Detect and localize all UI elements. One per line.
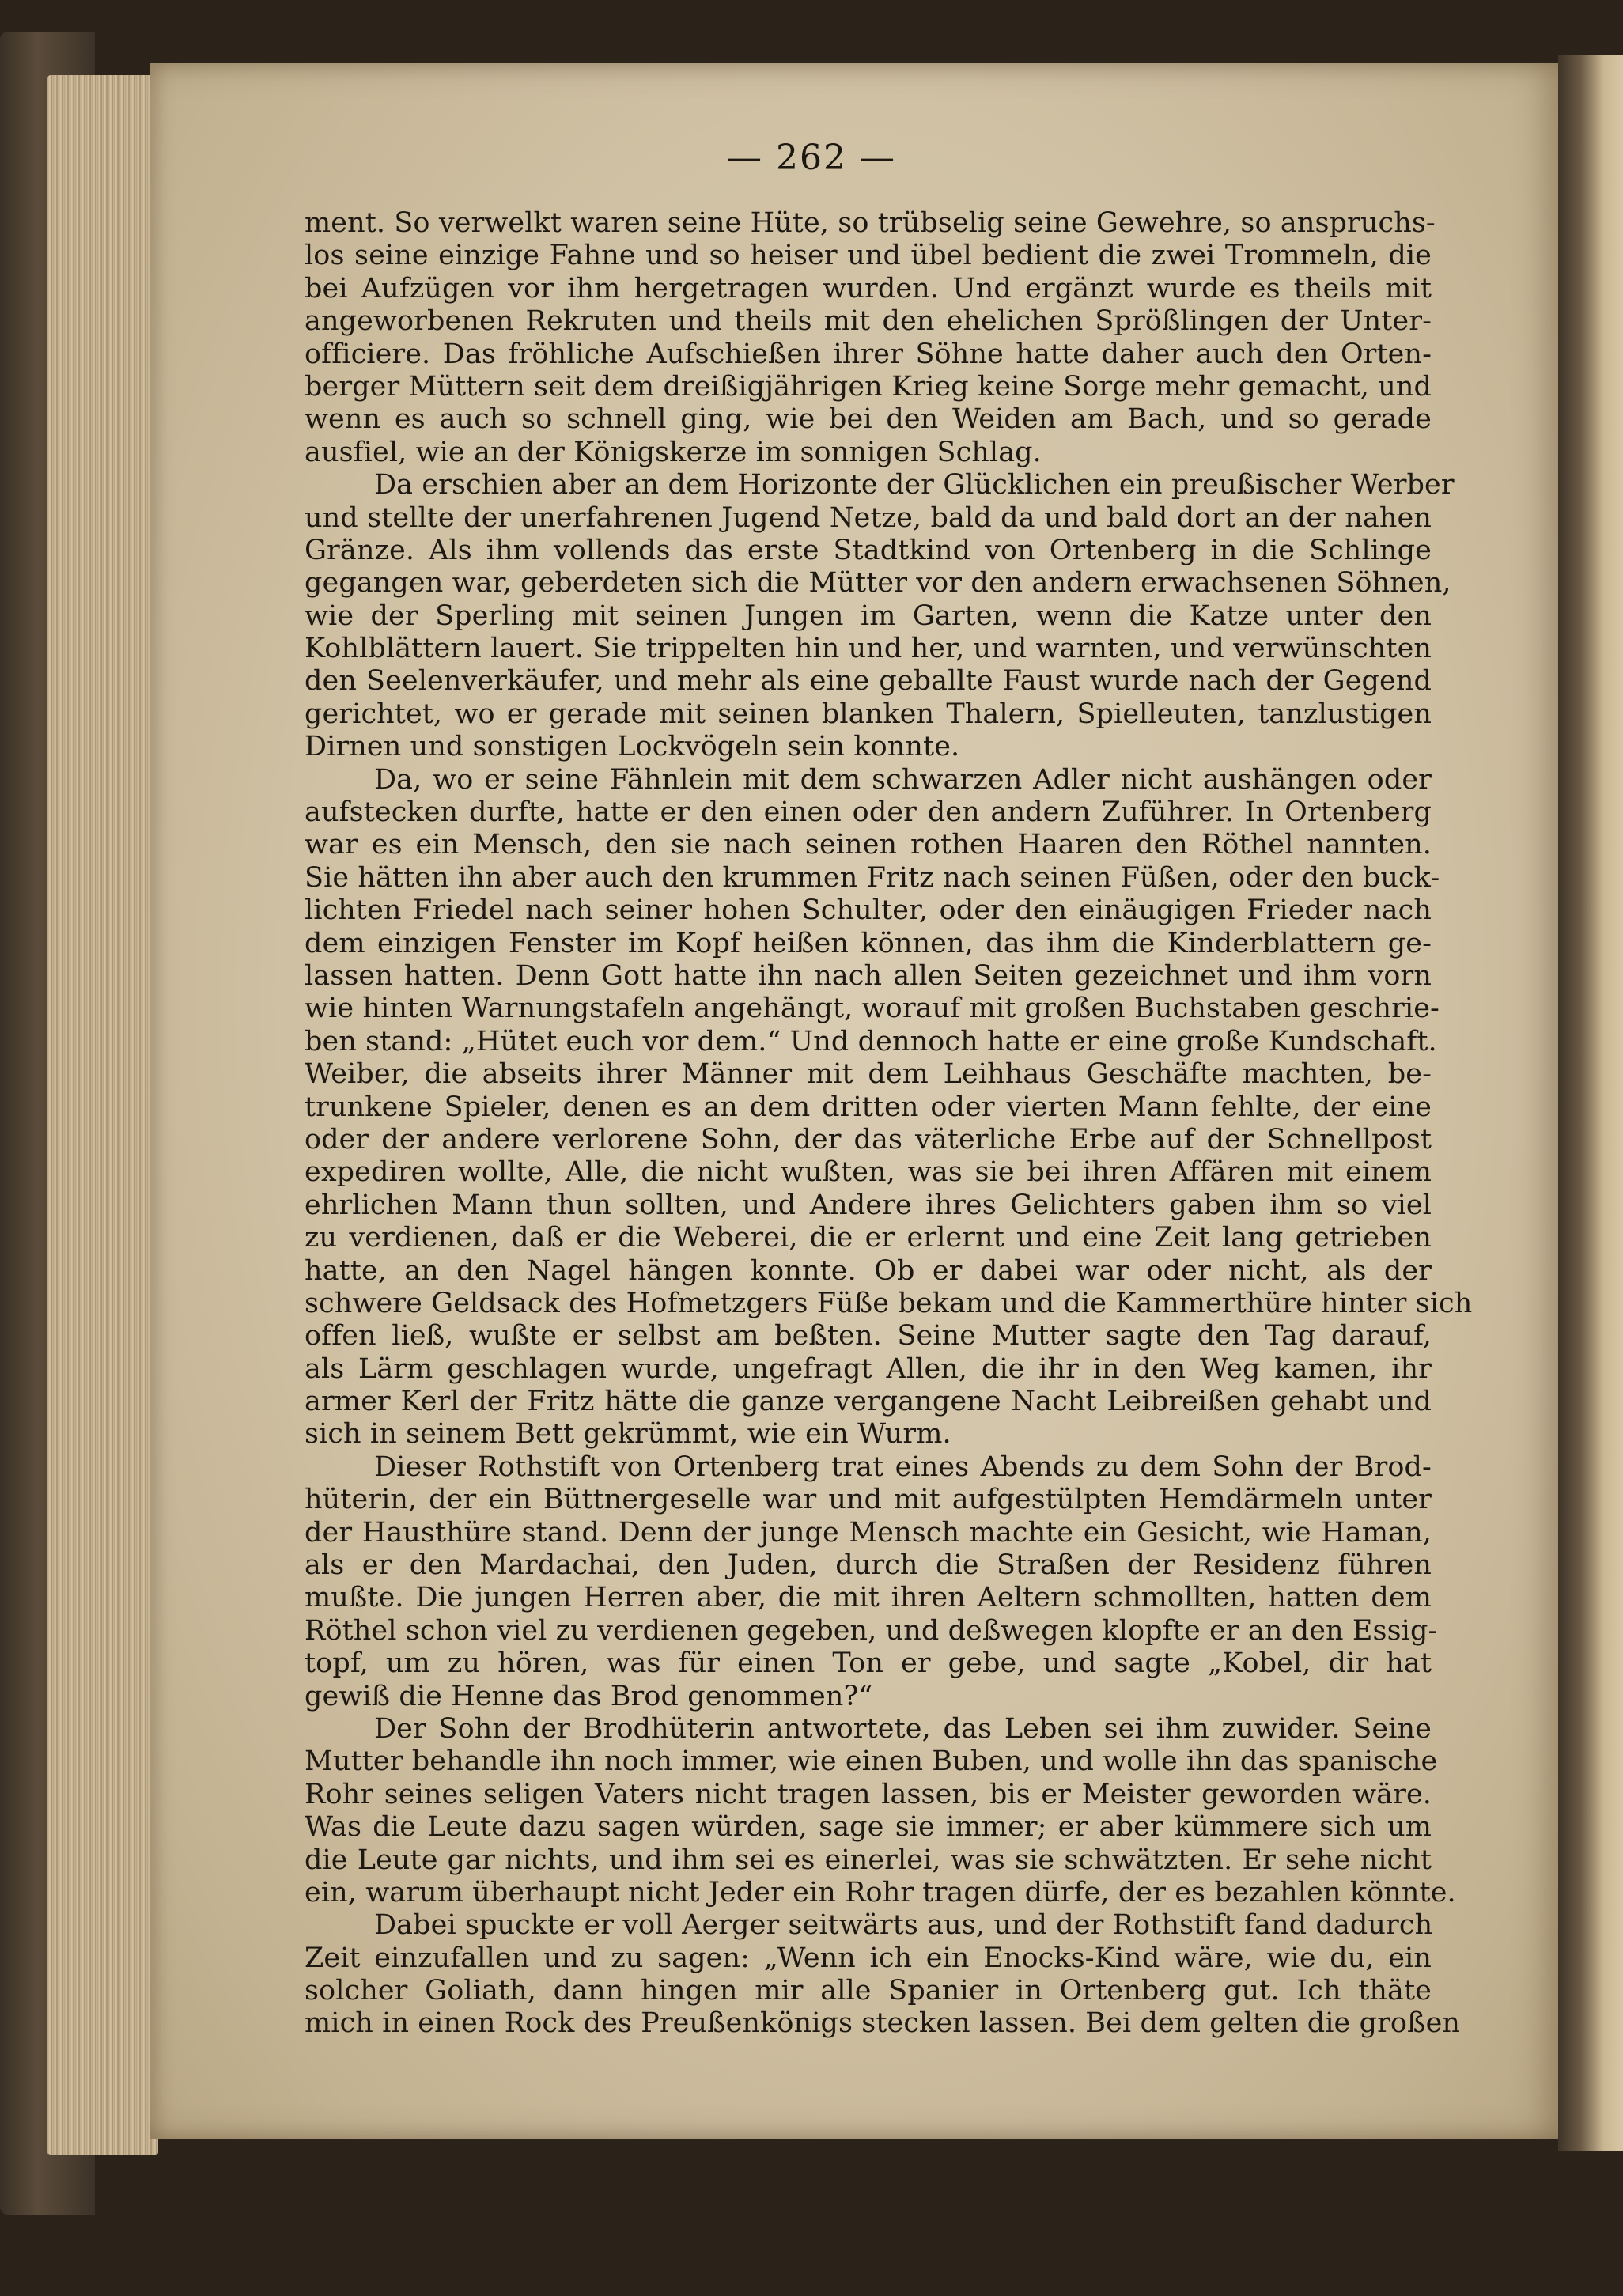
- text-line: Rohr seines seligen Vaters nicht tragen lassen, bis er Meister geworden wäre.: [305, 1778, 1432, 1810]
- text-line: aufstecken durfte, hatte er den einen oder den andern Zuführer. In Ortenberg: [305, 796, 1432, 829]
- text-line: Weiber, die abseits ihrer Männer mit dem Leihhaus Geschäfte machten, be-: [305, 1058, 1432, 1091]
- text-line: oder der andere verlorene Sohn, der das väterliche Erbe auf der Schnellpost: [305, 1123, 1432, 1156]
- text-line: schwere Geldsack des Hofmetzgers Füße bekam und die Kammerthüre hinter sich: [305, 1287, 1473, 1319]
- body-text: [305, 207, 1473, 2041]
- text-line: hüterin, der ein Büttnergeselle war und mit aufgestülpten Hemdärmeln unter: [305, 1484, 1432, 1516]
- text-line: solcher Goliath, dann hingen mir alle Spanier in Ortenberg gut. Ich thäte: [305, 1975, 1432, 2007]
- text-line: der Hausthüre stand. Denn der junge Mensch machte ein Gesicht, wie Haman,: [305, 1516, 1432, 1549]
- text-line: war es ein Mensch, den sie nach seinen rothen Haaren den Röthel nannten.: [305, 829, 1432, 861]
- text-line: die Leute gar nichts, und ihm sei es einerlei, was sie schwätzten. Er sehe nicht: [305, 1844, 1432, 1876]
- text-line: gegangen war, geberdeten sich die Mütter vor den andern erwachsenen Söhnen,: [305, 567, 1451, 600]
- text-line: ben stand: „Hütet euch vor dem.“ Und dennoch hatte er eine große Kundschaft.: [305, 1025, 1437, 1057]
- text-line: den Seelenverkäufer, und mehr als eine geballte Faust wurde nach der Gegend: [305, 665, 1432, 698]
- text-line: ehrlichen Mann thun sollten, und Andere ihres Gelichters gaben ihm so viel: [305, 1189, 1432, 1221]
- text-line: Kohlblättern lauert. Sie trippelten hin und her, und warnten, und verwünschten: [305, 633, 1432, 665]
- text-line: und stellte der unerfahrenen Jugend Netze, bald da und bald dort an der nahen: [305, 501, 1432, 534]
- text-line: los seine einzige Fahne und so heiser und übel bedient die zwei Trommeln, die: [305, 240, 1432, 272]
- text-line: angeworbenen Rekruten und theils mit den ehelichen Sprößlingen der Unter-: [305, 305, 1432, 338]
- text-line: dem einzigen Fenster im Kopf heißen können, das ihm die Kinderblattern ge-: [305, 927, 1432, 959]
- text-line: ment. So verwelkt waren seine Hüte, so trübselig seine Gewehre, so anspruchs-: [305, 207, 1436, 239]
- text-line: Dieser Rothstift von Ortenberg trat eines Abends zu dem Sohn der Brod-: [374, 1451, 1432, 1483]
- text-line: gewiß die Henne das Brod genommen?“: [305, 1680, 873, 1712]
- text-line: Röthel schon viel zu verdienen gegeben, und deßwegen klopfte er an den Essig-: [305, 1614, 1438, 1647]
- text-line: expediren wollte, Alle, die nicht wußten, was sie bei ihren Affären mit einem: [305, 1156, 1432, 1189]
- text-line: Sie hätten ihn aber auch den krummen Fritz nach seinen Füßen, oder den buck-: [305, 861, 1440, 894]
- text-line: mich in einen Rock des Preußenkönigs stecken lassen. Bei dem gelten die großen: [305, 2007, 1461, 2040]
- text-line: Zeit einzufallen und zu sagen: „Wenn ich ein Enocks-Kind wäre, wie du, ein: [305, 1942, 1432, 1974]
- text-line: Dirnen und sonstigen Lockvögeln sein konnte.: [305, 731, 960, 763]
- text-line: Dabei spuckte er voll Aerger seitwärts aus, und der Rothstift fand dadurch: [374, 1909, 1433, 1942]
- text-line: hatte, an den Nagel hängen konnte. Ob er dabei war oder nicht, als der: [305, 1254, 1432, 1287]
- text-line: Gränze. Als ihm vollends das erste Stadtkind von Ortenberg in die Schlinge: [305, 534, 1432, 566]
- text-line: Was die Leute dazu sagen würden, sage sie immer; er aber kümmere sich um: [305, 1811, 1432, 1844]
- text-line: armer Kerl der Fritz hätte die ganze vergangene Nacht Leibreißen gehabt und: [305, 1386, 1432, 1418]
- text-line: lassen hatten. Denn Gott hatte ihn nach allen Seiten gezeichnet und ihm vorn: [305, 959, 1432, 992]
- text-line: sich in seinem Bett gekrümmt, wie ein Wurm.: [305, 1418, 951, 1451]
- page-number: — 262 —: [727, 138, 896, 178]
- text-line: Da erschien aber an dem Horizonte der Glücklichen ein preußischer Werber: [374, 469, 1455, 501]
- text-line: trunkene Spieler, denen es an dem dritten oder vierten Mann fehlte, der eine: [305, 1091, 1432, 1123]
- page-stack-edges: [47, 75, 158, 2155]
- text-line: Mutter behandle ihn noch immer, wie einen Buben, und wolle ihn das spanische: [305, 1746, 1438, 1778]
- text-line: mußte. Die jungen Herren aber, die mit ihren Aeltern schmollten, hatten dem: [305, 1582, 1432, 1614]
- facing-page-gutter: [1558, 55, 1623, 2151]
- text-line: als er den Mardachai, den Juden, durch die Straßen der Residenz führen: [305, 1549, 1432, 1582]
- text-line: als Lärm geschlagen wurde, ungefragt Allen, die ihr in den Weg kamen, ihr: [305, 1352, 1432, 1385]
- text-line: officiere. Das fröhliche Aufschießen ihrer Söhne hatte daher auch den Orten-: [305, 338, 1432, 370]
- text-line: zu verdienen, daß er die Weberei, die er erlernt und eine Zeit lang getrieben: [305, 1222, 1432, 1254]
- text-line: Der Sohn der Brodhüterin antwortete, das Leben sei ihm zuwider. Seine: [374, 1712, 1432, 1745]
- text-line: lichten Friedel nach seiner hohen Schulter, oder den einäugigen Frieder nach: [305, 895, 1432, 927]
- text-line: gerichtet, wo er gerade mit seinen blanken Thalern, Spielleuten, tanzlustigen: [305, 698, 1432, 730]
- text-line: berger Müttern seit dem dreißigjährigen Krieg keine Sorge mehr gemacht, und: [305, 370, 1432, 403]
- text-line: bei Aufzügen vor ihm hergetragen wurden. Und ergänzt wurde es theils mit: [305, 272, 1432, 304]
- text-line: wie der Sperling mit seinen Jungen im Garten, wenn die Katze unter den: [305, 600, 1432, 632]
- text-line: topf, um zu hören, was für einen Ton er gebe, und sagte „Kobel, dir hat: [305, 1647, 1432, 1680]
- text-line: offen ließ, wußte er selbst am beßten. Seine Mutter sagte den Tag darauf,: [305, 1320, 1432, 1352]
- text-line: wenn es auch so schnell ging, wie bei den Weiden am Bach, und so gerade: [305, 403, 1432, 436]
- text-line: Da, wo er seine Fähnlein mit dem schwarzen Adler nicht aushängen oder: [374, 763, 1432, 796]
- text-line: ausfiel, wie an der Königskerze im sonnigen Schlag.: [305, 436, 1042, 468]
- text-line: ein, warum überhaupt nicht Jeder ein Rohr tragen dürfe, der es bezahlen könnte.: [305, 1876, 1456, 1908]
- text-line: wie hinten Warnungstafeln angehängt, worauf mit großen Buchstaben geschrie-: [305, 993, 1440, 1025]
